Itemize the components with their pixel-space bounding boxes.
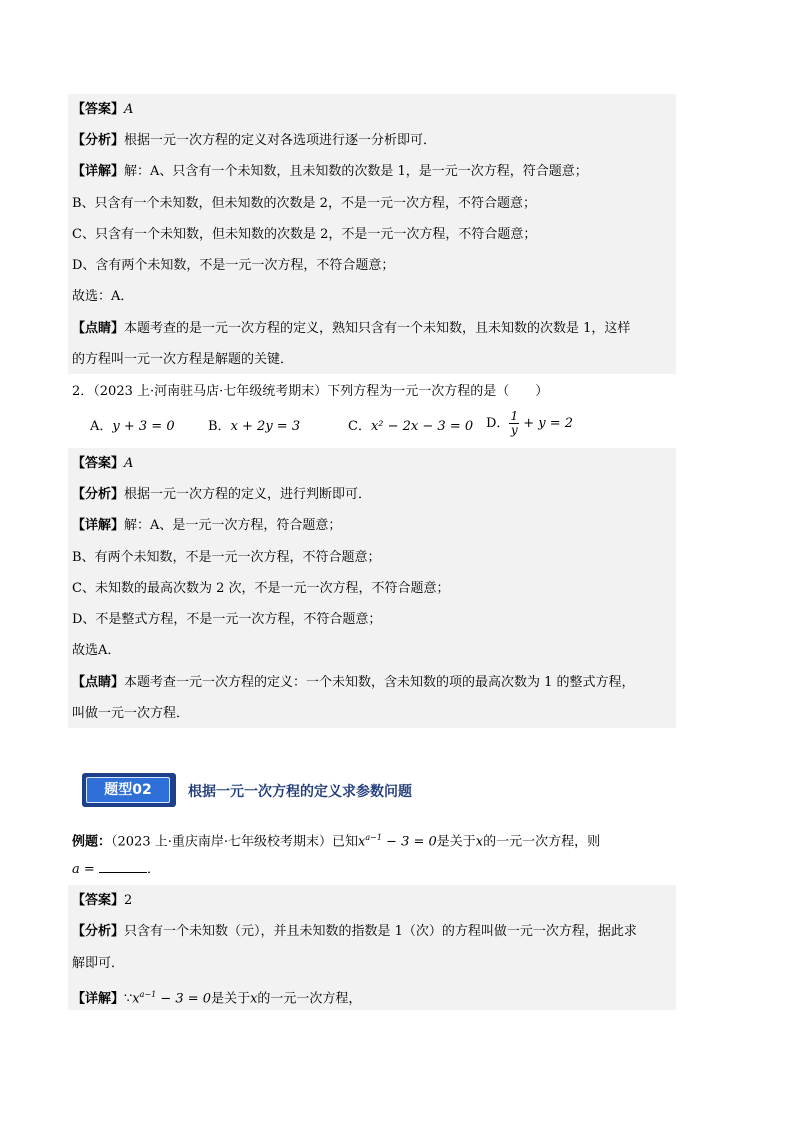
fraction (509, 410, 519, 437)
detail-text: 是关于 (211, 991, 251, 1007)
detail-text: 解：A、只含有一个未知数，且未知数的次数是 1，是一元一次方程，符合题意； (124, 164, 588, 179)
comment-line: 的方程叫一元一次方程是解题的关键． (72, 352, 294, 367)
detail-line: 故选A． (72, 643, 121, 658)
fraction-denominator: y (510, 423, 518, 437)
equation-base: x (132, 991, 140, 1007)
option-c (348, 418, 473, 436)
example-tag: 例题： (72, 834, 112, 850)
option-label: B． (208, 419, 231, 434)
comment-text: 本题考查的是一元一次方程的定义，熟知只含有一个未知数，且未知数的次数是 1，这样 (124, 321, 631, 336)
equation-exponent: a−1 (365, 833, 382, 842)
section-title: 根据一元一次方程的定义求参数问题 (188, 784, 412, 800)
detail-line (72, 517, 341, 535)
answer-tag: 【答案】 (72, 456, 125, 471)
analysis-tag: 【分析】 (72, 487, 125, 502)
detail-tag: 【详解】 (72, 518, 125, 533)
option-d (486, 410, 573, 437)
option-expr: y + 3 = 0 (112, 419, 175, 434)
analysis-tag: 【分析】 (72, 133, 125, 148)
period: ． (146, 862, 160, 877)
equals: = (79, 862, 99, 877)
comment-tag: 【点睛】 (72, 321, 125, 336)
detail-line: C、只含有一个未知数，但未知数的次数是 2，不是一元一次方程，不符合题意； (72, 227, 537, 242)
option-expr: + y = 2 (519, 416, 574, 431)
detail-line: D、含有两个未知数，不是一元一次方程，不符合题意； (72, 258, 395, 273)
variable: a (72, 862, 80, 877)
section-badge-label: 题型02 (86, 777, 170, 803)
fraction-numerator: 1 (510, 409, 519, 423)
example-line-2 (72, 860, 160, 879)
option-label: D． (486, 416, 510, 431)
option-a (90, 418, 175, 436)
answer-value: 2 (124, 893, 133, 908)
analysis-text: 只含有一个未知数（元），并且未知数的指数是 1（次）的方程叫做一元一次方程，据此求 (124, 924, 637, 939)
comment-line (72, 674, 635, 692)
equation-base: x (358, 834, 366, 850)
analysis-line: 解即可． (72, 956, 125, 971)
example-text: （2023 上·重庆南岸·七年级校考期末）已知 (111, 834, 358, 850)
option-b (208, 418, 300, 436)
comment-tag: 【点睛】 (72, 675, 125, 690)
comment-line (72, 320, 630, 338)
detail-line (72, 163, 588, 181)
equation-rest: − 3 = 0 (381, 834, 437, 850)
analysis-line (72, 132, 436, 150)
detail-tag: 【详解】 (72, 991, 125, 1007)
detail-line (72, 986, 361, 1008)
detail-line: D、不是整式方程，不是一元一次方程，不符合题意； (72, 612, 382, 627)
option-label: C． (348, 419, 371, 434)
analysis-tag: 【分析】 (72, 924, 125, 939)
answer-tag: 【答案】 (72, 102, 125, 117)
variable: x (475, 834, 484, 850)
analysis-text: 根据一元一次方程的定义，进行判断即可． (124, 487, 372, 502)
because-symbol: ∵ (124, 991, 133, 1007)
answer-line (72, 455, 133, 473)
answer-line (72, 892, 132, 910)
detail-line: C、未知数的最高次数为 2 次，不是一元一次方程，不符合题意； (72, 581, 450, 596)
detail-text: 的一元一次方程， (257, 991, 362, 1007)
analysis-line (72, 923, 637, 941)
example-line (72, 829, 600, 851)
answer-value: A (124, 456, 134, 471)
example-text: 是关于 (436, 834, 476, 850)
answer-tag: 【答案】 (72, 893, 125, 908)
answer-value: A (124, 102, 134, 117)
analysis-line (72, 486, 371, 504)
detail-line: B、只含有一个未知数，但未知数的次数是 2，不是一元一次方程，不符合题意； (72, 196, 536, 211)
option-expr: x² − 2x − 3 = 0 (370, 419, 474, 434)
detail-line: B、有两个未知数，不是一元一次方程，不符合题意； (72, 550, 381, 565)
variable: x (250, 991, 258, 1007)
comment-line: 叫做一元一次方程． (72, 706, 190, 721)
detail-tag: 【详解】 (72, 164, 125, 179)
analysis-text: 根据一元一次方程的定义对各选项进行逐一分析即可． (124, 133, 437, 148)
comment-text: 本题考查一元一次方程的定义：一个未知数，含未知数的项的最高次数为 1 的整式方程， (124, 675, 635, 690)
equation-exponent: a−1 (139, 990, 157, 999)
option-expr: x + 2y = 3 (230, 419, 301, 434)
equation-rest: − 3 = 0 (156, 991, 212, 1007)
detail-text: 解：A、是一元一次方程，符合题意； (124, 518, 342, 533)
question-stem: 2．（2023 上·河南驻马店·七年级统考期末）下列方程为一元一次方程的是（ ） (72, 384, 549, 399)
answer-line (72, 101, 133, 119)
example-text: 的一元一次方程，则 (483, 834, 601, 850)
option-label: A． (90, 419, 113, 434)
section-badge (82, 773, 176, 807)
detail-line: 故选：A． (72, 289, 134, 304)
answer-blank (99, 860, 147, 873)
